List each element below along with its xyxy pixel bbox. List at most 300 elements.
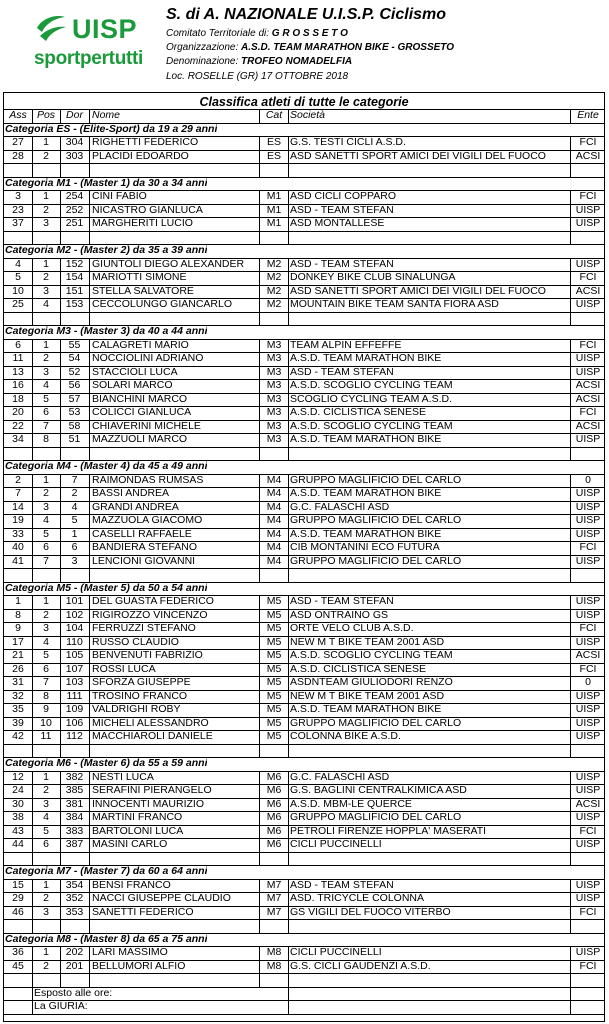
table-row	[4, 204, 604, 218]
jury-label: La GIURIA:	[34, 1000, 88, 1012]
category-label: Categoria ES - (Elite-Sport) da 19 a 29 anni	[5, 122, 218, 135]
cell-pos: 3	[43, 500, 49, 513]
cell-ass: 23	[12, 203, 24, 216]
cell-cat: M2	[266, 257, 282, 270]
cell-dor: 153	[65, 298, 84, 310]
cell-ass: 17	[12, 635, 24, 648]
cell-club: CICLI PUCCINELLI	[290, 946, 382, 958]
cell-club: G.C. FALASCHI ASD	[290, 500, 390, 513]
cell-club: ASD SANETTI SPORT AMICI DEI VIGILI DEL FUOCO	[290, 284, 546, 297]
cell-cat: M4	[266, 487, 282, 499]
empty-row	[4, 744, 604, 758]
cell-dor: 382	[65, 770, 84, 783]
cell-ente: UISP	[575, 352, 601, 364]
column-header-row	[4, 109, 604, 123]
cell-name: ROSSI LUCA	[92, 662, 156, 675]
category-label: Categoria M7 - (Master 7) da 60 a 64 anni	[5, 865, 208, 877]
cell-dor: 112	[66, 730, 83, 742]
table-row	[4, 366, 604, 380]
cell-cat: M6	[266, 797, 282, 810]
cell-dor: 1	[71, 527, 78, 540]
cell-cat: M7	[266, 892, 282, 904]
cell-ass: 40	[12, 541, 24, 553]
cell-name: DEL GUASTA FEDERICO	[92, 595, 214, 607]
cell-ass: 33	[12, 527, 24, 540]
cell-cat: M3	[266, 352, 282, 364]
cell-ente: UISP	[575, 217, 601, 229]
cell-name: NICASTRO GIANLUCA	[92, 203, 203, 216]
cell-ente: UISP	[575, 770, 601, 783]
cell-name: NOCCIOLINI ADRIANO	[92, 352, 204, 364]
cell-ass: Ass	[9, 109, 27, 121]
cell-club: CICLI PUCCINELLI	[290, 838, 382, 850]
cell-club: ASDNTEAM GIULIODORI RENZO	[290, 676, 453, 688]
cell-pos: 9	[43, 703, 49, 715]
cell-pos: 8	[43, 689, 49, 702]
cell-name: LARI MASSIMO	[92, 946, 168, 958]
cell-pos: 4	[43, 811, 49, 823]
cell-cat: M4	[266, 473, 282, 486]
cell-pos: 1	[43, 257, 49, 270]
cell-cat: M4	[266, 527, 282, 540]
cell-name: NACCI GIUSEPPE CLAUDIO	[92, 892, 231, 904]
organizer-label: Organizzazione:	[166, 42, 239, 53]
table-row	[4, 433, 604, 447]
cell-name: CHIAVERINI MICHELE	[92, 419, 201, 432]
category-label: Categoria M8 - (Master 8) da 65 a 75 anni	[5, 932, 208, 945]
cell-cat: Cat	[265, 109, 283, 121]
cell-pos: 3	[43, 622, 49, 634]
table-row	[4, 379, 604, 393]
cell-ente: ACSI	[575, 392, 601, 405]
cell-cat: M3	[266, 338, 282, 351]
cell-pos: 2	[43, 959, 49, 972]
cell-ass: 7	[15, 487, 21, 499]
cell-ente: UISP	[575, 433, 601, 445]
cell-pos: 2	[43, 149, 49, 162]
cell-pos: 5	[43, 649, 49, 661]
cell-dor: 252	[65, 203, 84, 216]
cell-ass: 37	[12, 217, 24, 229]
cell-dor: 109	[65, 703, 84, 715]
cell-pos: 2	[43, 487, 49, 499]
cell-dor: 381	[65, 797, 84, 810]
cell-ente: FCI	[579, 622, 597, 634]
cell-ente: UISP	[575, 689, 601, 702]
cell-dor: 387	[65, 838, 84, 850]
cell-cat: M5	[266, 608, 282, 621]
cell-cat: M5	[266, 716, 282, 729]
cell-cat: M6	[266, 838, 282, 850]
cell-pos: 2	[43, 892, 49, 904]
table-row	[4, 960, 604, 974]
cell-name: COLICCI GIANLUCA	[92, 406, 192, 418]
cell-ass: 3	[15, 190, 21, 202]
cell-ente: UISP	[575, 892, 601, 904]
cell-ente: UISP	[575, 608, 601, 621]
cell-club: TEAM ALPIN EFFEFFE	[290, 338, 402, 351]
category-header	[4, 177, 604, 191]
cell-ass: 19	[12, 514, 24, 526]
empty-row	[4, 852, 604, 866]
table-row	[4, 798, 604, 812]
cell-ass: 32	[12, 689, 24, 702]
cell-ass: 36	[12, 946, 24, 958]
cell-club: NEW M T BIKE TEAM 2001 ASD	[290, 635, 445, 648]
cell-club: GRUPPO MAGLIFICIO DEL CARLO	[290, 514, 462, 526]
cell-club: Società	[290, 109, 326, 121]
cell-club: MOUNTAIN BIKE TEAM SANTA FIORA ASD	[290, 298, 499, 310]
cell-ente: ACSI	[575, 284, 601, 297]
cell-name: NESTI LUCA	[92, 770, 154, 783]
cell-club: ASD CICLI COPPARO	[290, 190, 396, 202]
empty-row	[4, 973, 604, 987]
table-row	[4, 298, 604, 312]
cell-ass: 12	[12, 770, 24, 783]
cell-dor: 110	[66, 635, 83, 648]
cell-cat: M5	[266, 689, 282, 702]
cell-cat: M5	[266, 730, 282, 742]
cell-pos: 3	[43, 217, 49, 229]
cell-ass: 15	[12, 878, 24, 891]
table-row	[4, 730, 604, 744]
table-row	[4, 271, 604, 285]
cell-dor: 105	[65, 649, 84, 661]
cell-name: GRANDI ANDREA	[92, 500, 179, 513]
cell-name: BENSI FRANCO	[92, 878, 171, 891]
table-title: Classifica atleti di tutte le categorie	[199, 95, 409, 109]
table-row	[4, 622, 604, 636]
committee-value: G R O S S E T O	[271, 28, 348, 39]
table-row	[4, 541, 604, 555]
table-row	[4, 690, 604, 704]
cell-ass: 26	[12, 662, 24, 675]
cell-dor: Dor	[66, 109, 83, 121]
cell-dor: 154	[65, 271, 84, 283]
cell-club: A.S.D. TEAM MARATHON BIKE	[290, 352, 442, 364]
cell-name: SANETTI FEDERICO	[92, 905, 194, 918]
cell-club: A.S.D. TEAM MARATHON BIKE	[290, 703, 442, 715]
cell-ente: UISP	[575, 878, 601, 891]
cell-name: CALAGRETI MARIO	[92, 338, 189, 351]
cell-ente: UISP	[575, 365, 601, 378]
cell-dor: 6	[71, 541, 78, 553]
cell-club: A.S.D. TEAM MARATHON BIKE	[290, 487, 442, 499]
page-title: S. di A. NAZIONALE U.I.S.P. Ciclismo	[166, 6, 447, 23]
cell-cat: M3	[266, 419, 282, 432]
cell-ente: UISP	[575, 487, 601, 499]
cell-ente: UISP	[575, 635, 601, 648]
cell-dor: 54	[68, 352, 81, 364]
table-row	[4, 595, 604, 609]
cell-cat: M6	[266, 770, 282, 783]
cell-dor: 151	[65, 284, 84, 297]
cell-cat: M1	[266, 190, 282, 202]
table-row	[4, 150, 604, 164]
cell-ente: UISP	[575, 514, 601, 526]
cell-ente: FCI	[579, 338, 597, 351]
cell-ass: 18	[12, 392, 24, 405]
cell-dor: 4	[71, 500, 78, 513]
cell-club: CIB MONTANINI ECO FUTURA	[290, 541, 440, 553]
cell-club: ORTE VELO CLUB A.S.D.	[290, 622, 414, 634]
table-row	[4, 474, 604, 488]
cell-dor: 385	[65, 784, 84, 796]
cell-club: GRUPPO MAGLIFICIO DEL CARLO	[290, 473, 462, 486]
cell-cat: M5	[266, 622, 282, 634]
cell-dor: 383	[65, 824, 84, 837]
cell-pos: 6	[43, 838, 49, 850]
cell-ass: 31	[12, 676, 24, 688]
cell-ass: 4	[15, 257, 21, 270]
cell-ente: UISP	[575, 730, 601, 742]
cell-club: GRUPPO MAGLIFICIO DEL CARLO	[290, 811, 462, 823]
cell-club: ASD SANETTI SPORT AMICI DEI VIGILI DEL FUOCO	[290, 149, 546, 162]
cell-club: ASD - TEAM STEFAN	[290, 878, 394, 891]
cell-dor: 352	[65, 892, 84, 904]
cell-dor: 52	[68, 365, 81, 378]
uisp-logo	[30, 12, 158, 82]
cell-cat: M3	[266, 406, 282, 418]
table-row	[4, 487, 604, 501]
table-row	[4, 514, 604, 528]
cell-club: ASD. TRICYCLE COLONNA	[290, 892, 425, 904]
cell-club: ASD - TEAM STEFAN	[290, 595, 394, 607]
category-label: Categoria M3 - (Master 3) da 40 a 44 anni	[5, 325, 208, 337]
table-row	[4, 663, 604, 677]
cell-cat: ES	[266, 149, 281, 162]
cell-dor: 111	[66, 689, 83, 702]
cell-name: BENVENUTI FABRIZIO	[92, 649, 203, 661]
cell-ass: 44	[12, 838, 24, 850]
cell-dor: 152	[65, 257, 84, 270]
cell-dor: 2	[71, 487, 78, 499]
table-row	[4, 676, 604, 690]
cell-club: G.S. CICLI GAUDENZI A.S.D.	[290, 959, 431, 972]
cell-ente: FCI	[579, 136, 597, 148]
cell-cat: M5	[266, 703, 282, 715]
cell-cat: M4	[266, 541, 282, 553]
cell-cat: ES	[266, 136, 281, 148]
cell-cat: M5	[266, 676, 282, 688]
cell-dor: 202	[65, 946, 84, 958]
cell-name: RIGIROZZO VINCENZO	[92, 608, 208, 621]
category-header	[4, 325, 604, 339]
cell-ass: 42	[12, 730, 24, 742]
cell-club: PETROLI FIRENZE HOPPLA' MASERATI	[290, 824, 487, 837]
table-row	[4, 825, 604, 839]
exposed-at-label: Esposto alle ore:	[34, 986, 113, 999]
cell-pos: 6	[43, 541, 49, 553]
cell-ass: 22	[12, 419, 24, 432]
empty-row	[4, 919, 604, 933]
cell-ente: FCI	[579, 541, 597, 553]
cell-club: GRUPPO MAGLIFICIO DEL CARLO	[290, 716, 462, 729]
cell-ente: UISP	[575, 784, 601, 796]
cell-name: MAZZUOLA GIACOMO	[92, 514, 203, 526]
uisp-swoosh-icon	[34, 14, 68, 44]
cell-ass: 29	[12, 892, 24, 904]
cell-dor: 353	[65, 905, 84, 918]
cell-ente: ACSI	[575, 149, 601, 162]
cell-dor: 56	[68, 379, 81, 391]
cell-dor: 303	[65, 149, 84, 162]
cell-ass: 8	[15, 608, 21, 621]
cell-ente: UISP	[575, 716, 601, 729]
cell-pos: 1	[43, 770, 49, 783]
table-row	[4, 285, 604, 299]
cell-ass: 5	[15, 271, 21, 283]
cell-ass: 35	[12, 703, 24, 715]
cell-club: NEW M T BIKE TEAM 2001 ASD	[290, 689, 445, 702]
cell-ass: 2	[15, 473, 21, 486]
cell-name: STACCIOLI LUCA	[92, 365, 178, 378]
table-row	[4, 906, 604, 920]
cell-cat: M8	[266, 946, 282, 958]
cell-club: ASD - TEAM STEFAN	[290, 203, 394, 216]
cell-ass: 27	[12, 136, 24, 148]
cell-club: G.C. FALASCHI ASD	[290, 770, 390, 783]
category-label: Categoria M4 - (Master 4) da 45 a 49 anni	[5, 460, 208, 472]
cell-club: G.S. TESTI CICLI A.S.D.	[290, 136, 406, 148]
cell-name: CECCOLUNGO GIANCARLO	[92, 298, 233, 310]
table-row	[4, 393, 604, 407]
cell-name: STELLA SALVATORE	[92, 284, 194, 297]
cell-pos: 3	[43, 905, 49, 918]
cell-cat: M2	[266, 298, 282, 310]
cell-ente: UISP	[575, 500, 601, 513]
cell-name: MASINI CARLO	[92, 838, 168, 850]
table-row	[4, 420, 604, 434]
cell-name: SOLARI MARCO	[92, 379, 173, 391]
table-row	[4, 649, 604, 663]
location-line	[166, 70, 348, 84]
cell-cat: M3	[266, 379, 282, 391]
cell-club: GS VIGILI DEL FUOCO VITERBO	[290, 905, 451, 918]
cell-dor: 7	[71, 473, 78, 486]
cell-ass: 38	[12, 811, 24, 823]
cell-name: GIUNTOLI DIEGO ALEXANDER	[92, 257, 245, 270]
cell-ass: 25	[12, 298, 24, 310]
cell-ass: 39	[12, 716, 24, 729]
cell-pos: 2	[43, 271, 49, 283]
table-row	[4, 946, 604, 960]
cell-name: MARTINI FRANCO	[92, 811, 183, 823]
cell-cat: M2	[266, 271, 282, 283]
category-label: Categoria M2 - (Master 2) da 35 a 39 anni	[5, 244, 208, 256]
cell-name: BARTOLONI LUCA	[92, 824, 184, 837]
table-row	[4, 352, 604, 366]
cell-ente: UISP	[575, 554, 601, 567]
footer-row	[4, 987, 604, 1001]
table-row	[4, 784, 604, 798]
results-table	[3, 92, 605, 1022]
cell-pos: Pos	[36, 109, 56, 121]
cell-cat: M1	[266, 217, 282, 229]
table-row	[4, 555, 604, 569]
cell-club: A.S.D. MBM-LE QUERCE	[290, 797, 412, 810]
cell-name: MAZZUOLI MARCO	[92, 433, 188, 445]
table-row	[4, 811, 604, 825]
category-header	[4, 244, 604, 258]
cell-name: BELLUMORI ALFIO	[92, 959, 186, 972]
table-row	[4, 528, 604, 542]
cell-name: LENCIONI GIOVANNI	[92, 554, 196, 567]
cell-ass: 10	[12, 284, 24, 297]
cell-dor: 103	[65, 676, 84, 688]
cell-pos: 2	[43, 352, 49, 364]
cell-pos: 10	[40, 716, 52, 729]
cell-name: BANDIERA STEFANO	[92, 541, 198, 553]
cell-club: ASD MONTALLESE	[290, 217, 385, 229]
cell-dor: 104	[65, 622, 84, 634]
cell-pos: 5	[43, 527, 49, 540]
location-value: ROSELLE (GR) 17 OTTOBRE 2018	[187, 71, 349, 82]
cell-pos: 4	[43, 379, 49, 391]
cell-name: MICHELI ALESSANDRO	[92, 716, 209, 729]
cell-name: INNOCENTI MAURIZIO	[92, 797, 204, 810]
cell-pos: 5	[43, 392, 49, 405]
cell-name: TROSINO FRANCO	[92, 689, 188, 702]
cell-dor: 384	[65, 811, 84, 823]
cell-club: ASD - TEAM STEFAN	[290, 257, 394, 270]
category-label: Categoria M5 - (Master 5) da 50 a 54 anni	[5, 581, 208, 594]
cell-pos: 4	[43, 635, 49, 648]
cell-name: BIANCHINI MARCO	[92, 392, 188, 405]
category-label: Categoria M6 - (Master 6) da 55 a 59 anni	[5, 757, 208, 769]
cell-ass: 30	[12, 797, 24, 810]
cell-club: SCOGLIO CYCLING TEAM A.S.D.	[290, 392, 453, 405]
cell-cat: M5	[266, 635, 282, 648]
cell-cat: M7	[266, 878, 282, 891]
cell-name: CINI FABIO	[92, 190, 147, 202]
cell-dor: 251	[65, 217, 84, 229]
location-label: Loc.	[166, 71, 185, 82]
table-row	[4, 501, 604, 515]
cell-cat: M6	[266, 784, 282, 796]
cell-pos: 11	[40, 730, 52, 742]
logo-uisp-text: UISP	[72, 14, 138, 44]
cell-club: A.S.D. SCOGLIO CYCLING TEAM	[290, 379, 453, 391]
denomination-label: Denominazione:	[166, 56, 239, 67]
cell-ente: UISP	[575, 203, 601, 216]
cell-pos: 1	[43, 473, 49, 486]
cell-ente: ACSI	[575, 419, 601, 432]
cell-pos: 6	[43, 406, 49, 418]
table-row	[4, 258, 604, 272]
cell-ass: 28	[12, 149, 24, 162]
cell-ente: FCI	[579, 905, 597, 918]
cell-ass: 34	[12, 433, 24, 445]
cell-pos: 3	[43, 284, 49, 297]
cell-club: GRUPPO MAGLIFICIO DEL CARLO	[290, 554, 462, 567]
cell-ente: FCI	[579, 190, 597, 202]
category-header	[4, 582, 604, 596]
cell-dor: 201	[65, 959, 84, 972]
logo-sportpertutti-text: sportpertutti	[34, 48, 144, 69]
cell-cat: M3	[266, 433, 282, 445]
cell-ass: 41	[12, 554, 24, 567]
table-row	[4, 717, 604, 731]
cell-ass: 9	[15, 622, 21, 634]
cell-club: DONKEY BIKE CLUB SINALUNGA	[290, 271, 456, 283]
cell-cat: M3	[266, 392, 282, 405]
cell-name: CASELLI RAFFAELE	[92, 527, 192, 540]
cell-ass: 1	[15, 595, 21, 607]
cell-cat: M5	[266, 662, 282, 675]
cell-name: PLACIDI EDOARDO	[92, 149, 189, 162]
table-row	[4, 636, 604, 650]
